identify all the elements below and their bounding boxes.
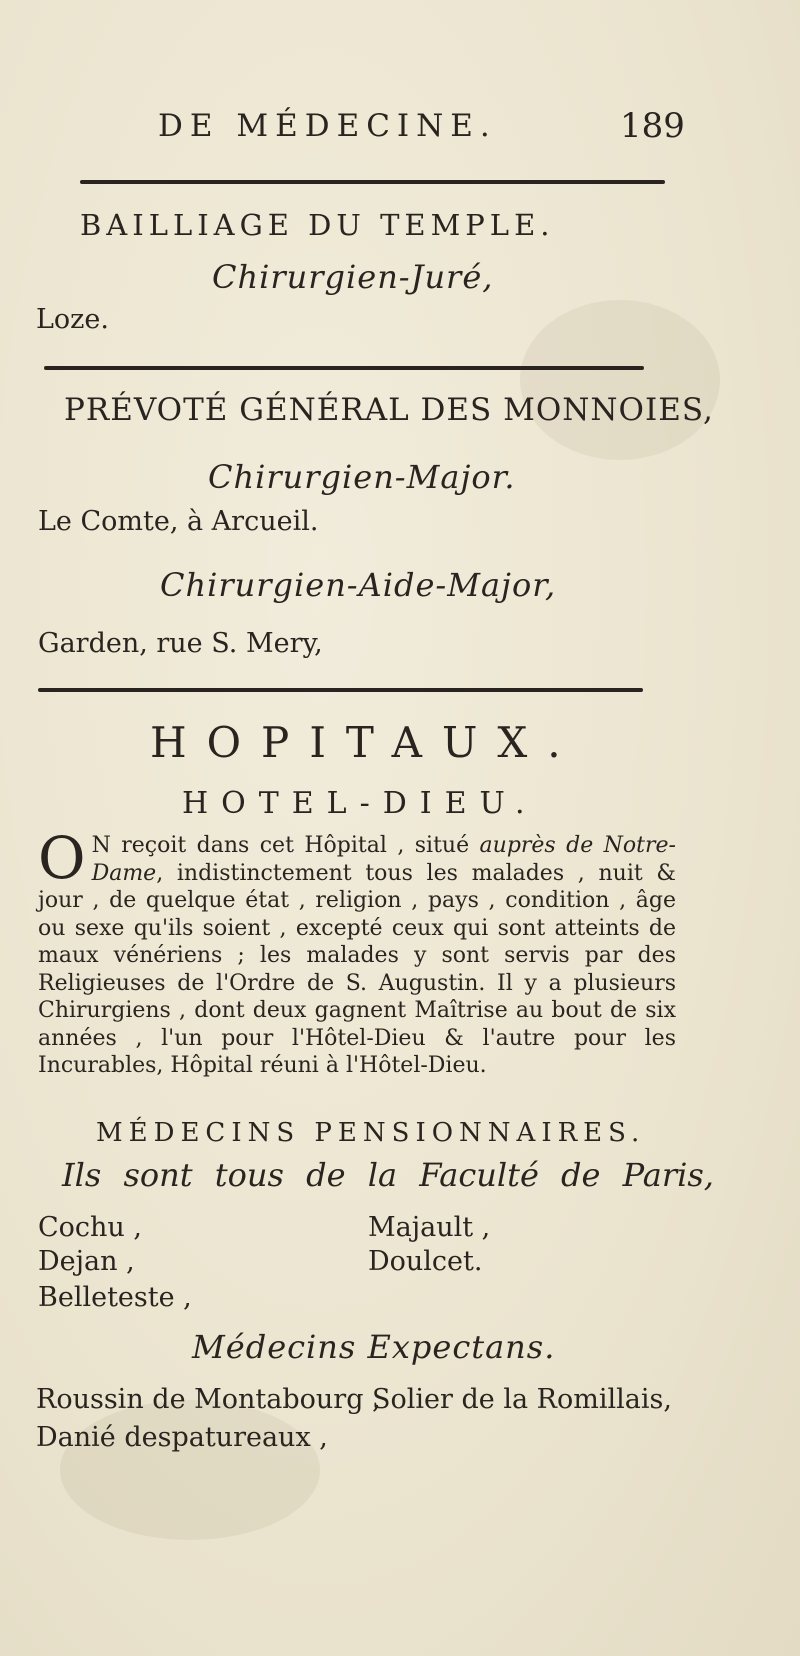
divider-rule — [80, 180, 665, 184]
name-roussin: Roussin de Montabourg , — [36, 1384, 381, 1415]
drop-cap: O — [38, 824, 86, 892]
role-chirurgien-aide-major: Chirurgien-Aide-Major, — [160, 566, 557, 604]
divider-rule — [44, 366, 644, 370]
page-number: 189 — [620, 106, 685, 146]
role-chirurgien-major: Chirurgien-Major. — [208, 458, 516, 496]
section-title-prevote: PRÉVOTÉ GÉNÉRAL DES MONNOIES, — [64, 392, 714, 428]
heading-hotel-dieu: HOTEL-DIEU. — [182, 786, 538, 821]
name-danie: Danié despatureaux , — [36, 1422, 328, 1453]
paper-stain — [60, 1400, 320, 1540]
divider-rule — [38, 688, 643, 692]
heading-hopitaux: HOPITAUX. — [150, 718, 581, 767]
running-head: DE MÉDECINE. — [158, 108, 497, 144]
hotel-dieu-paragraph — [38, 824, 676, 1080]
name-cochu: Cochu , — [38, 1212, 142, 1243]
name-doulcet: Doulcet. — [368, 1246, 483, 1277]
heading-medecins-expectans: Médecins Expectans. — [192, 1328, 556, 1366]
name-loze: Loze. — [36, 304, 109, 335]
paragraph-rest: , indistinctement tous les malades , nuit & jour , de quelque état , religion , pays , condition , âge ou sexe qu'ils soient , excepté ceux qui sont atteints de maux vénériens ; les malades y sont servis par des Religieuses de l'Ordre de S. Augustin. Il y a plusieurs Chirurgiens , dont deux gagnent Maîtrise au bout de six années , l'un pour l'Hôtel-Dieu & l'autre pour les Incurables, Hôpital réuni à l'Hôtel-Dieu. — [38, 860, 676, 1078]
role-chirurgien-jure: Chirurgien-Juré, — [212, 258, 494, 296]
name-dejan: Dejan , — [38, 1246, 135, 1277]
paragraph-start: N reçoit dans cet Hôpital , situé — [91, 833, 480, 858]
paper-stain — [520, 300, 720, 460]
paragraph-italic: auprès de Notre-Dame — [91, 833, 676, 886]
name-le-comte: Le Comte, à Arcueil. — [38, 506, 319, 537]
section-title-bailliage: BAILLIAGE DU TEMPLE. — [80, 208, 555, 242]
name-solier: Solier de la Romillais, — [372, 1384, 672, 1415]
name-garden: Garden, rue S. Mery, — [38, 628, 323, 659]
name-belleteste: Belleteste , — [38, 1282, 192, 1313]
faculty-note: Ils sont tous de la Faculté de Paris, — [62, 1156, 714, 1194]
name-majault: Majault , — [368, 1212, 491, 1243]
heading-medecins-pensionnaires: MÉDECINS PENSIONNAIRES. — [96, 1118, 646, 1148]
